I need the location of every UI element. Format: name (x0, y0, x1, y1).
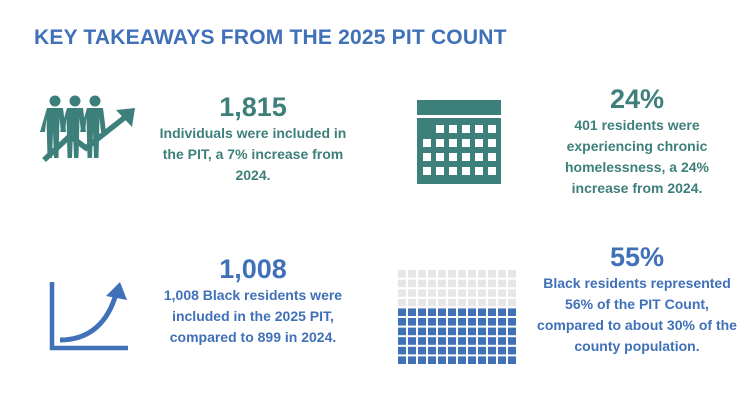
waffle-cell (428, 356, 436, 364)
page-title: KEY TAKEAWAYS FROM THE 2025 PIT COUNT (34, 26, 507, 49)
waffle-cell (428, 318, 436, 326)
waffle-cell (408, 356, 416, 364)
waffle-cell (488, 289, 496, 297)
waffle-cell (498, 270, 506, 278)
waffle-cell (428, 280, 436, 288)
waffle-cell (508, 289, 516, 297)
waffle-cell (448, 356, 456, 364)
waffle-cell (508, 270, 516, 278)
waffle-cell (488, 318, 496, 326)
waffle-cell (498, 299, 506, 307)
waffle-cell (488, 347, 496, 355)
waffle-cell (418, 280, 426, 288)
waffle-cell (488, 280, 496, 288)
waffle-cell (418, 289, 426, 297)
waffle-cell (508, 308, 516, 316)
waffle-cell (478, 318, 486, 326)
waffle-cell (508, 337, 516, 345)
waffle-cell (468, 337, 476, 345)
waffle-cell (438, 280, 446, 288)
waffle-cell (488, 337, 496, 345)
waffle-cell (428, 289, 436, 297)
waffle-cell (448, 318, 456, 326)
waffle-cell (458, 318, 466, 326)
waffle-cell (448, 308, 456, 316)
waffle-cell (428, 337, 436, 345)
waffle-cell (458, 347, 466, 355)
waffle-cell (398, 337, 406, 345)
stat-share: 55% (609, 242, 665, 272)
waffle-cell (438, 328, 446, 336)
waffle-cell (398, 299, 406, 307)
waffle-cell (428, 299, 436, 307)
waffle-cell (438, 356, 446, 364)
waffle-cell (488, 308, 496, 316)
desc-black-residents: 1,008 Black residents were included in the 2025 PIT, compared to 899 in 2024. (163, 287, 343, 345)
waffle-cell (508, 328, 516, 336)
waffle-cell (438, 318, 446, 326)
desc-chronic: 401 residents were experiencing chronic homelessness, a 24% increase from 2024. (565, 117, 709, 196)
waffle-cell (438, 337, 446, 345)
people-rising-arrow-icon (40, 94, 140, 164)
waffle-cell (438, 270, 446, 278)
waffle-cell (458, 308, 466, 316)
waffle-cell (468, 289, 476, 297)
waffle-cell (448, 270, 456, 278)
waffle-cell (448, 299, 456, 307)
waffle-cell (408, 280, 416, 288)
waffle-cell (428, 347, 436, 355)
waffle-cell (478, 308, 486, 316)
stat-chronic: 24% (609, 84, 665, 114)
waffle-cell (498, 318, 506, 326)
waffle-cell (508, 299, 516, 307)
waffle-cell (408, 347, 416, 355)
waffle-cell (498, 337, 506, 345)
waffle-cell (458, 280, 466, 288)
waffle-cell (468, 270, 476, 278)
waffle-cell (458, 299, 466, 307)
waffle-cell (408, 328, 416, 336)
waffle-cell (498, 280, 506, 288)
waffle-cell (418, 337, 426, 345)
waffle-cell (398, 270, 406, 278)
waffle-cell (468, 347, 476, 355)
waffle-cell (438, 289, 446, 297)
waffle-cell (418, 328, 426, 336)
waffle-cell (448, 347, 456, 355)
waffle-cell (418, 270, 426, 278)
waffle-cell (508, 318, 516, 326)
waffle-cell (468, 356, 476, 364)
waffle-cell (478, 347, 486, 355)
waffle-cell (428, 328, 436, 336)
waffle-cell (458, 356, 466, 364)
waffle-cell (468, 280, 476, 288)
waffle-cell (418, 356, 426, 364)
waffle-cell (398, 280, 406, 288)
waffle-cell (408, 308, 416, 316)
waffle-cell (408, 289, 416, 297)
waffle-cell (448, 337, 456, 345)
stat-individuals: 1,815 (219, 92, 287, 122)
waffle-cell (498, 347, 506, 355)
waffle-cell (438, 347, 446, 355)
waffle-cell (508, 347, 516, 355)
waffle-cell (478, 328, 486, 336)
waffle-cell (458, 270, 466, 278)
waffle-cell (478, 289, 486, 297)
waffle-cell (498, 356, 506, 364)
waffle-cell (438, 308, 446, 316)
waffle-cell (398, 318, 406, 326)
waffle-cell (478, 270, 486, 278)
waffle-cell (478, 299, 486, 307)
waffle-cell (458, 289, 466, 297)
waffle-cell (478, 337, 486, 345)
waffle-cell (488, 328, 496, 336)
waffle-cell (508, 356, 516, 364)
waffle-cell (428, 270, 436, 278)
waffle-cell (488, 270, 496, 278)
waffle-cell (418, 308, 426, 316)
waffle-cell (448, 289, 456, 297)
waffle-cell (488, 356, 496, 364)
waffle-cell (398, 347, 406, 355)
waffle-cell (398, 356, 406, 364)
waffle-cell (508, 280, 516, 288)
waffle-cell (458, 328, 466, 336)
waffle-cell (488, 299, 496, 307)
calendar-icon (417, 100, 501, 184)
waffle-cell (418, 347, 426, 355)
waffle-cell (428, 308, 436, 316)
waffle-cell (458, 337, 466, 345)
stat-black-residents: 1,008 (219, 254, 287, 284)
waffle-cell (418, 318, 426, 326)
waffle-cell (398, 328, 406, 336)
waffle-cell (468, 318, 476, 326)
waffle-cell (498, 308, 506, 316)
waffle-cell (468, 308, 476, 316)
waffle-cell (398, 289, 406, 297)
waffle-cell (468, 328, 476, 336)
waffle-cell (408, 318, 416, 326)
waffle-cell (448, 280, 456, 288)
desc-share: Black residents represented 56% of the PIT Count, compared to about 30% of the county population. (537, 275, 737, 354)
waffle-cell (478, 356, 486, 364)
waffle-cell (398, 308, 406, 316)
waffle-grid-icon (398, 270, 518, 366)
waffle-cell (448, 328, 456, 336)
waffle-cell (438, 299, 446, 307)
waffle-cell (408, 270, 416, 278)
waffle-cell (408, 299, 416, 307)
desc-individuals: Individuals were included in the PIT, a 7% increase from 2024. (159, 125, 347, 183)
waffle-cell (418, 299, 426, 307)
waffle-cell (498, 328, 506, 336)
waffle-cell (468, 299, 476, 307)
waffle-cell (408, 337, 416, 345)
waffle-cell (498, 289, 506, 297)
growth-curve-icon (50, 282, 130, 352)
waffle-cell (478, 280, 486, 288)
